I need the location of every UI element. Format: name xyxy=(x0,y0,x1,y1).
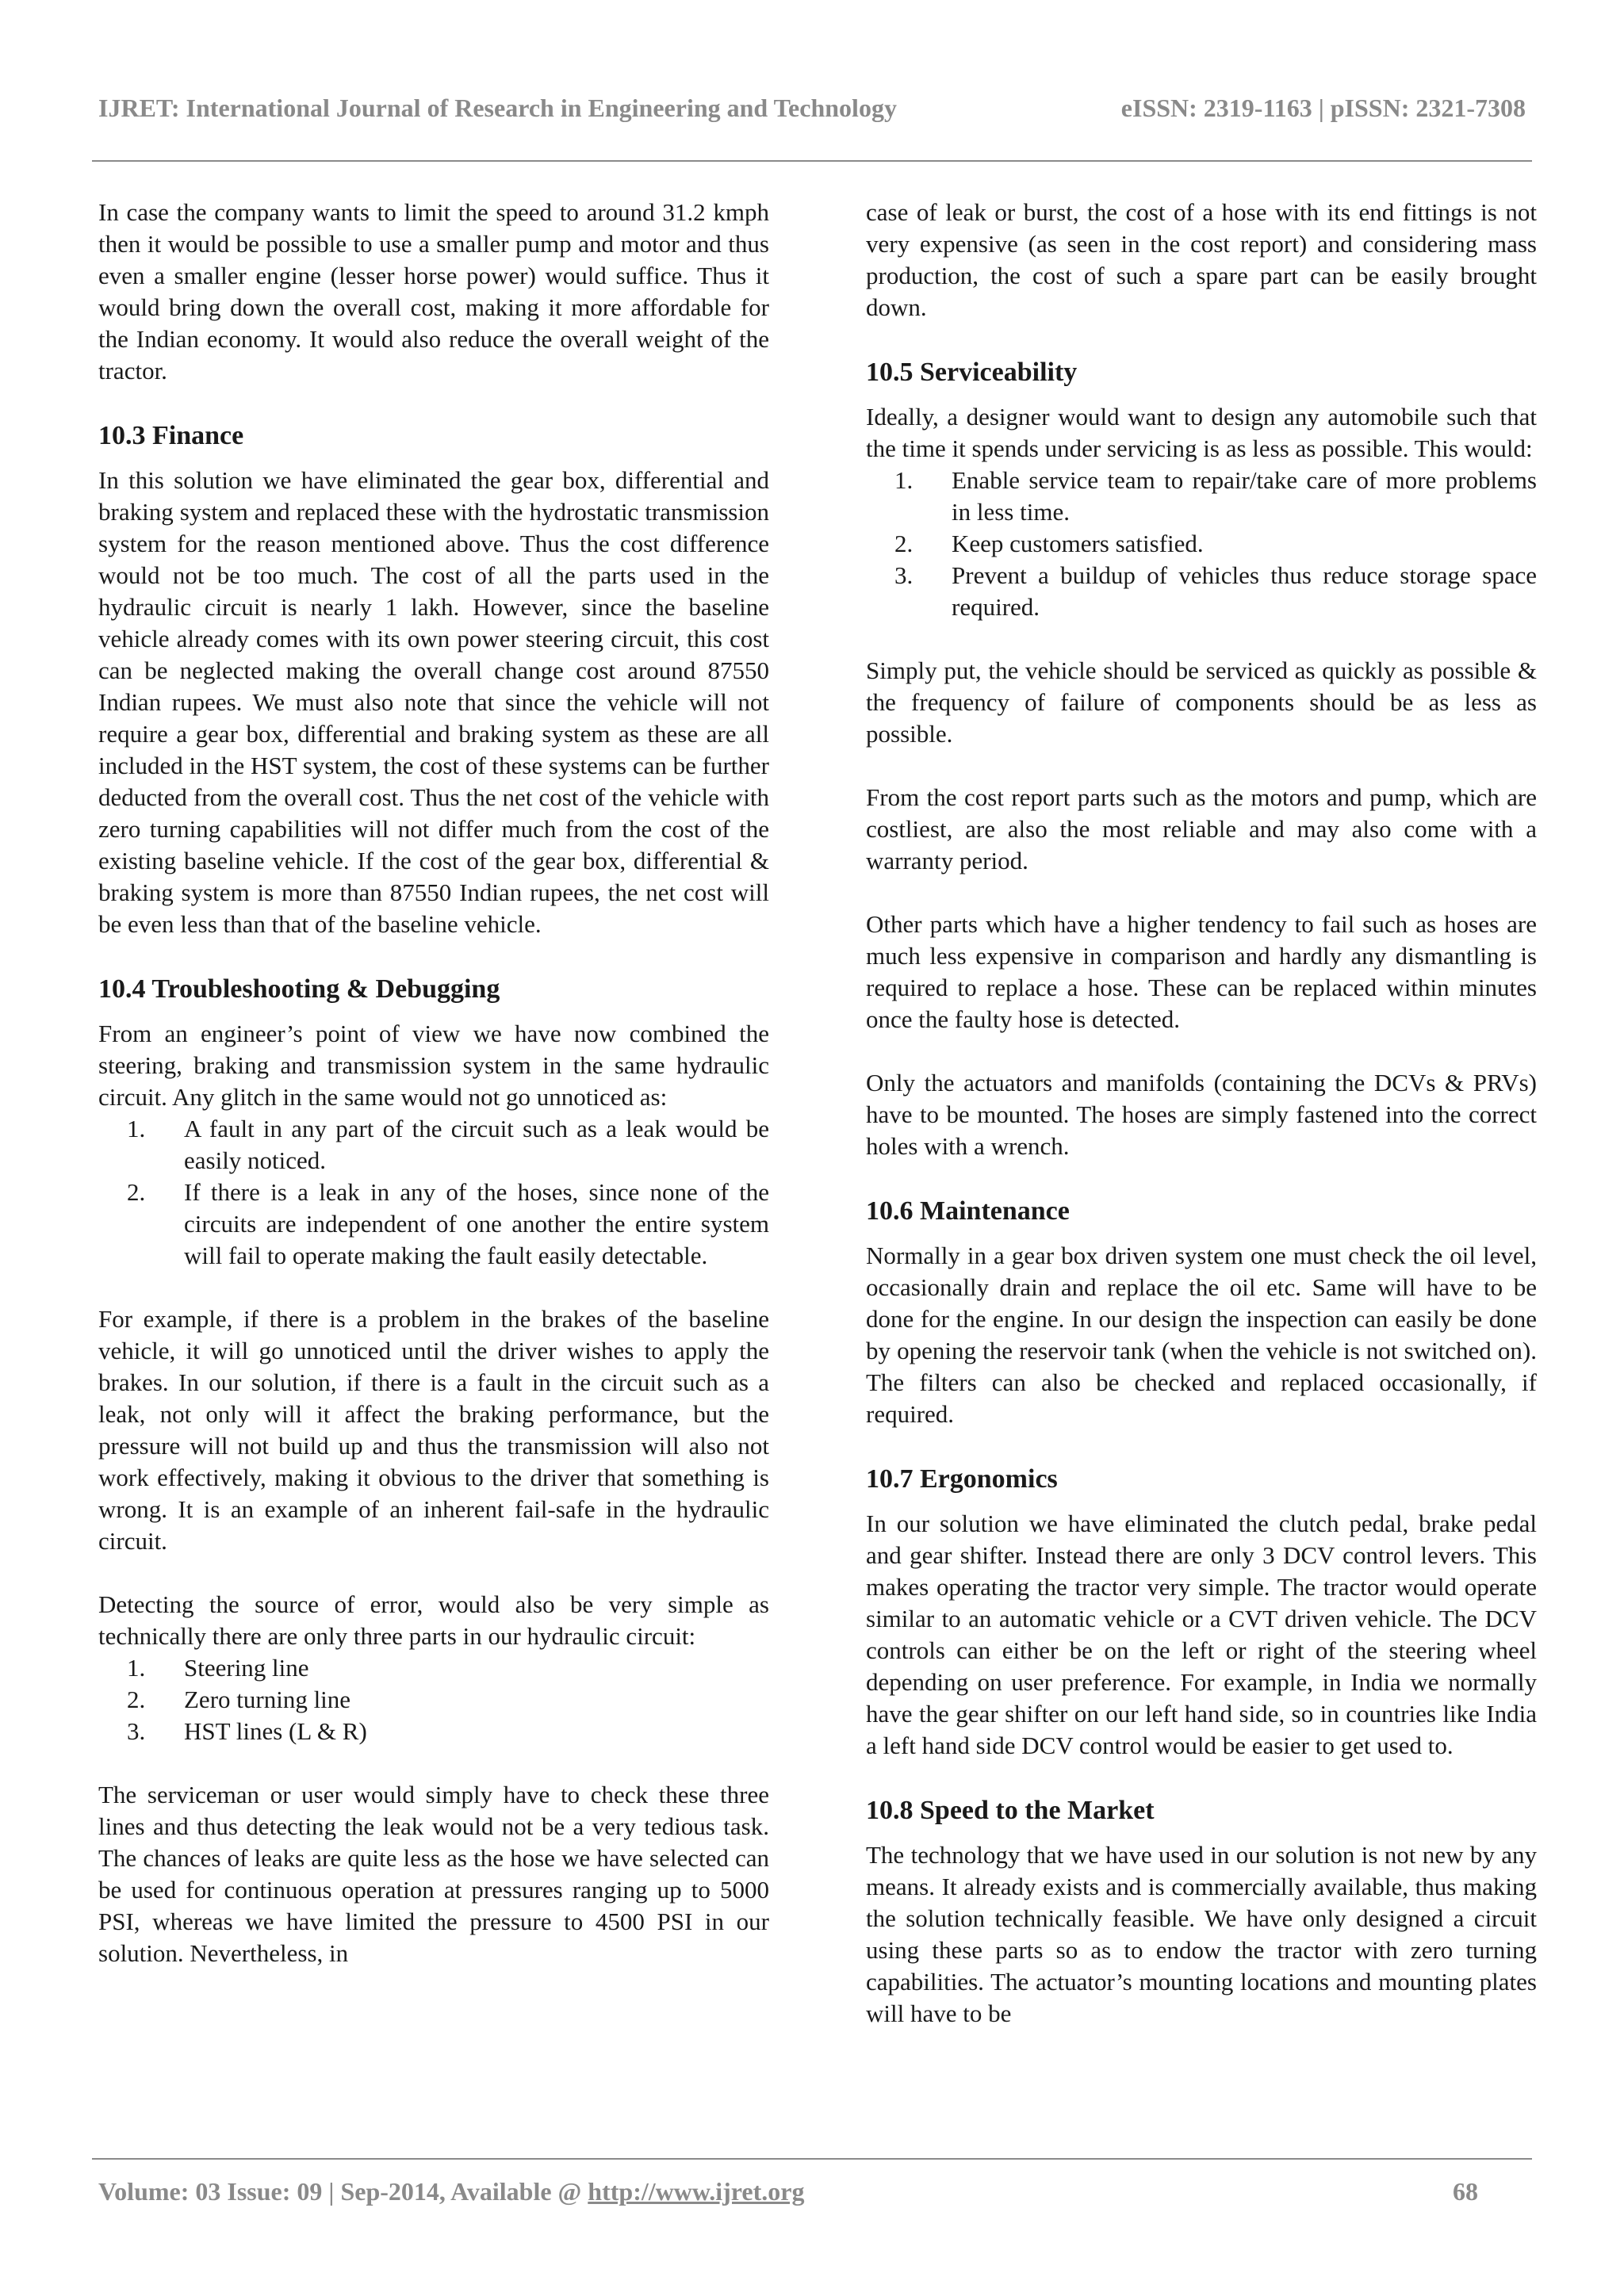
header-divider xyxy=(92,160,1532,162)
maintenance-paragraph: Normally in a gear box driven system one must check the oil level, occasionally drain and replace the oil etc. Same will have to be done for the engine. In our design the inspection can easily be done by opening the reservoir tank (when the vehicle is not switched on). The filters can also be checked and replaced occasionally, if required. xyxy=(866,1242,1537,1428)
section-heading-maintenance: 10.6 Maintenance xyxy=(866,1196,1070,1226)
list-item: 1. Enable service team to repair/take care of more problems in less time. xyxy=(894,466,1537,526)
actuators-paragraph: Only the actuators and manifolds (containing the DCVs & PRVs) have to be mounted. The hoses are simply fastened into the correct holes with a wrench. xyxy=(866,1069,1537,1160)
list-item: 1. Steering line xyxy=(127,1654,309,1682)
footer-divider xyxy=(92,2158,1532,2160)
serviceability-paragraph: Ideally, a designer would want to design any automobile such that the time it spends under servicing is as less as possible. This would: xyxy=(866,403,1537,462)
list-item: 2. Keep customers satisfied. xyxy=(894,530,1204,557)
speed-to-market-paragraph: The technology that we have used in our solution is not new by any means. It already exists and is commercially available, thus making the solution technically feasible. We have only designed a circuit using these parts so as to endow the tractor with zero turning capabilities. The actuator’s mounting locations and mounting plates will have to be xyxy=(866,1841,1537,2027)
section-heading-speed-to-market: 10.8 Speed to the Market xyxy=(866,1796,1155,1825)
troubleshooting-list xyxy=(98,1113,769,1272)
running-footer xyxy=(98,2177,1526,2206)
running-header xyxy=(98,94,1526,123)
serviceman-paragraph: The serviceman or user would simply have to check these three lines and thus detecting the leak would not be a very tedious task. The chances of leaks are quite less as the hose we have selected can be used for continuous operation at pressures ranging up to 5000 PSI, whereas we have limited the pressure to 4500 PSI in our solution. Nevertheless, in xyxy=(98,1781,769,1967)
troubleshooting-paragraph: From an engineer’s point of view we have now combined the steering, braking and transmission system in the same hydraulic circuit. Any glitch in the same would not go unnoticed as: xyxy=(98,1020,769,1111)
list-item: 2. Zero turning line xyxy=(127,1686,351,1713)
journal-title: IJRET: International Journal of Research in Engineering and Technology xyxy=(98,94,897,122)
section-heading-finance: 10.3 Finance xyxy=(98,421,244,450)
intro-paragraph: In case the company wants to limit the speed to around 31.2 kmph then it would be possible to use a smaller pump and motor and thus even a smaller engine (lesser horse power) would suffice. Thus it would bring down the overall cost, making it more affordable for the Indian economy. It would also reduce the overall weight of the tractor. xyxy=(98,198,769,385)
finance-paragraph: In this solution we have eliminated the gear box, differential and braking system and replaced these with the hydrostatic transmission system for the reason mentioned above. Thus the cost difference would not be too much. The cost of all the parts used in the hydraulic circuit is nearly 1 lakh. However, since the baseline vehicle already comes with its own power steering circuit, this cost can be neglected making the overall change cost around 87550 Indian rupees. We must also note that since the vehicle will not require a gear box, differential and braking system as these are all included in the HST system, the cost of these systems can be further deducted from the overall cost. Thus the net cost of the vehicle with zero turning capabilities will not differ much from the cost of the existing baseline vehicle. If the cost of the gear box, differential & braking system is more than 87550 Indian rupees, the net cost will be even less than that of the baseline vehicle. xyxy=(98,466,769,938)
issn-info: eISSN: 2319-1163 | pISSN: 2321-7308 xyxy=(1120,94,1526,122)
section-heading-ergonomics: 10.7 Ergonomics xyxy=(866,1464,1058,1494)
serviceability-list xyxy=(866,465,1537,623)
other-parts-paragraph: Other parts which have a higher tendency to fail such as hoses are much less expensive in comparison and hardly any dismantling is required to replace a hose. These can be replaced within minutes once the faulty hose is detected. xyxy=(866,910,1537,1033)
list-item: 3. HST lines (L & R) xyxy=(127,1717,367,1745)
left-column xyxy=(98,197,769,1969)
detect-paragraph: Detecting the source of error, would also be very simple as technically there are only three parts in our hydraulic circuit: xyxy=(98,1590,769,1650)
ergonomics-paragraph: In our solution we have eliminated the clutch pedal, brake pedal and gear shifter. Instead there are only 3 DCV control levers. This makes operating the tractor very simple. The tractor would operate similar to an automatic vehicle or a CVT driven vehicle. The DCV controls can either be on the left or right of the steering wheel depending on user preference. For example, in India we normally have the gear shifter on our left hand side, so in countries like India a left hand side DCV control would be easier to get used to. xyxy=(866,1510,1537,1759)
page-number: 68 xyxy=(1453,2177,1478,2206)
simply-put-paragraph: Simply put, the vehicle should be serviced as quickly as possible & the frequency of failure of components should be as less as possible. xyxy=(866,656,1537,748)
volume-info: Volume: 03 Issue: 09 | Sep-2014, Available @ http://www.ijret.org xyxy=(98,2177,805,2206)
section-heading-serviceability: 10.5 Serviceability xyxy=(866,358,1078,387)
cost-report-paragraph: From the cost report parts such as the motors and pump, which are costliest, are also the most reliable and may also come with a warranty period. xyxy=(866,783,1537,874)
section-heading-troubleshooting: 10.4 Troubleshooting & Debugging xyxy=(98,974,500,1004)
list-item: 1. A fault in any part of the circuit such as a leak would be easily noticed. xyxy=(127,1115,769,1174)
list-item: 3. Prevent a buildup of vehicles thus reduce storage space required. xyxy=(894,561,1537,621)
continuation-paragraph: case of leak or burst, the cost of a hose with its end fittings is not very expensive (as seen in the cost report) and considering mass production, the cost of such a spare part can be easily brought down. xyxy=(866,198,1537,321)
list-item: 2. If there is a leak in any of the hoses, since none of the circuits are independent of one another the entire system will fail to operate making the fault easily detectable. xyxy=(127,1178,769,1269)
journal-link[interactable]: http://www.ijret.org xyxy=(588,2177,805,2206)
right-column xyxy=(866,197,1537,2030)
circuit-lines-list xyxy=(98,1652,769,1747)
example-paragraph: For example, if there is a problem in the brakes of the baseline vehicle, it will go unnoticed until the driver wishes to apply the brakes. In our solution, if there is a fault in the circuit such as a leak, not only will it affect the braking performance, but the pressure will not build up and thus the transmission will also not work effectively, making it obvious to the driver that something is wrong. It is an example of an inherent fail-safe in the hydraulic circuit. xyxy=(98,1305,769,1555)
